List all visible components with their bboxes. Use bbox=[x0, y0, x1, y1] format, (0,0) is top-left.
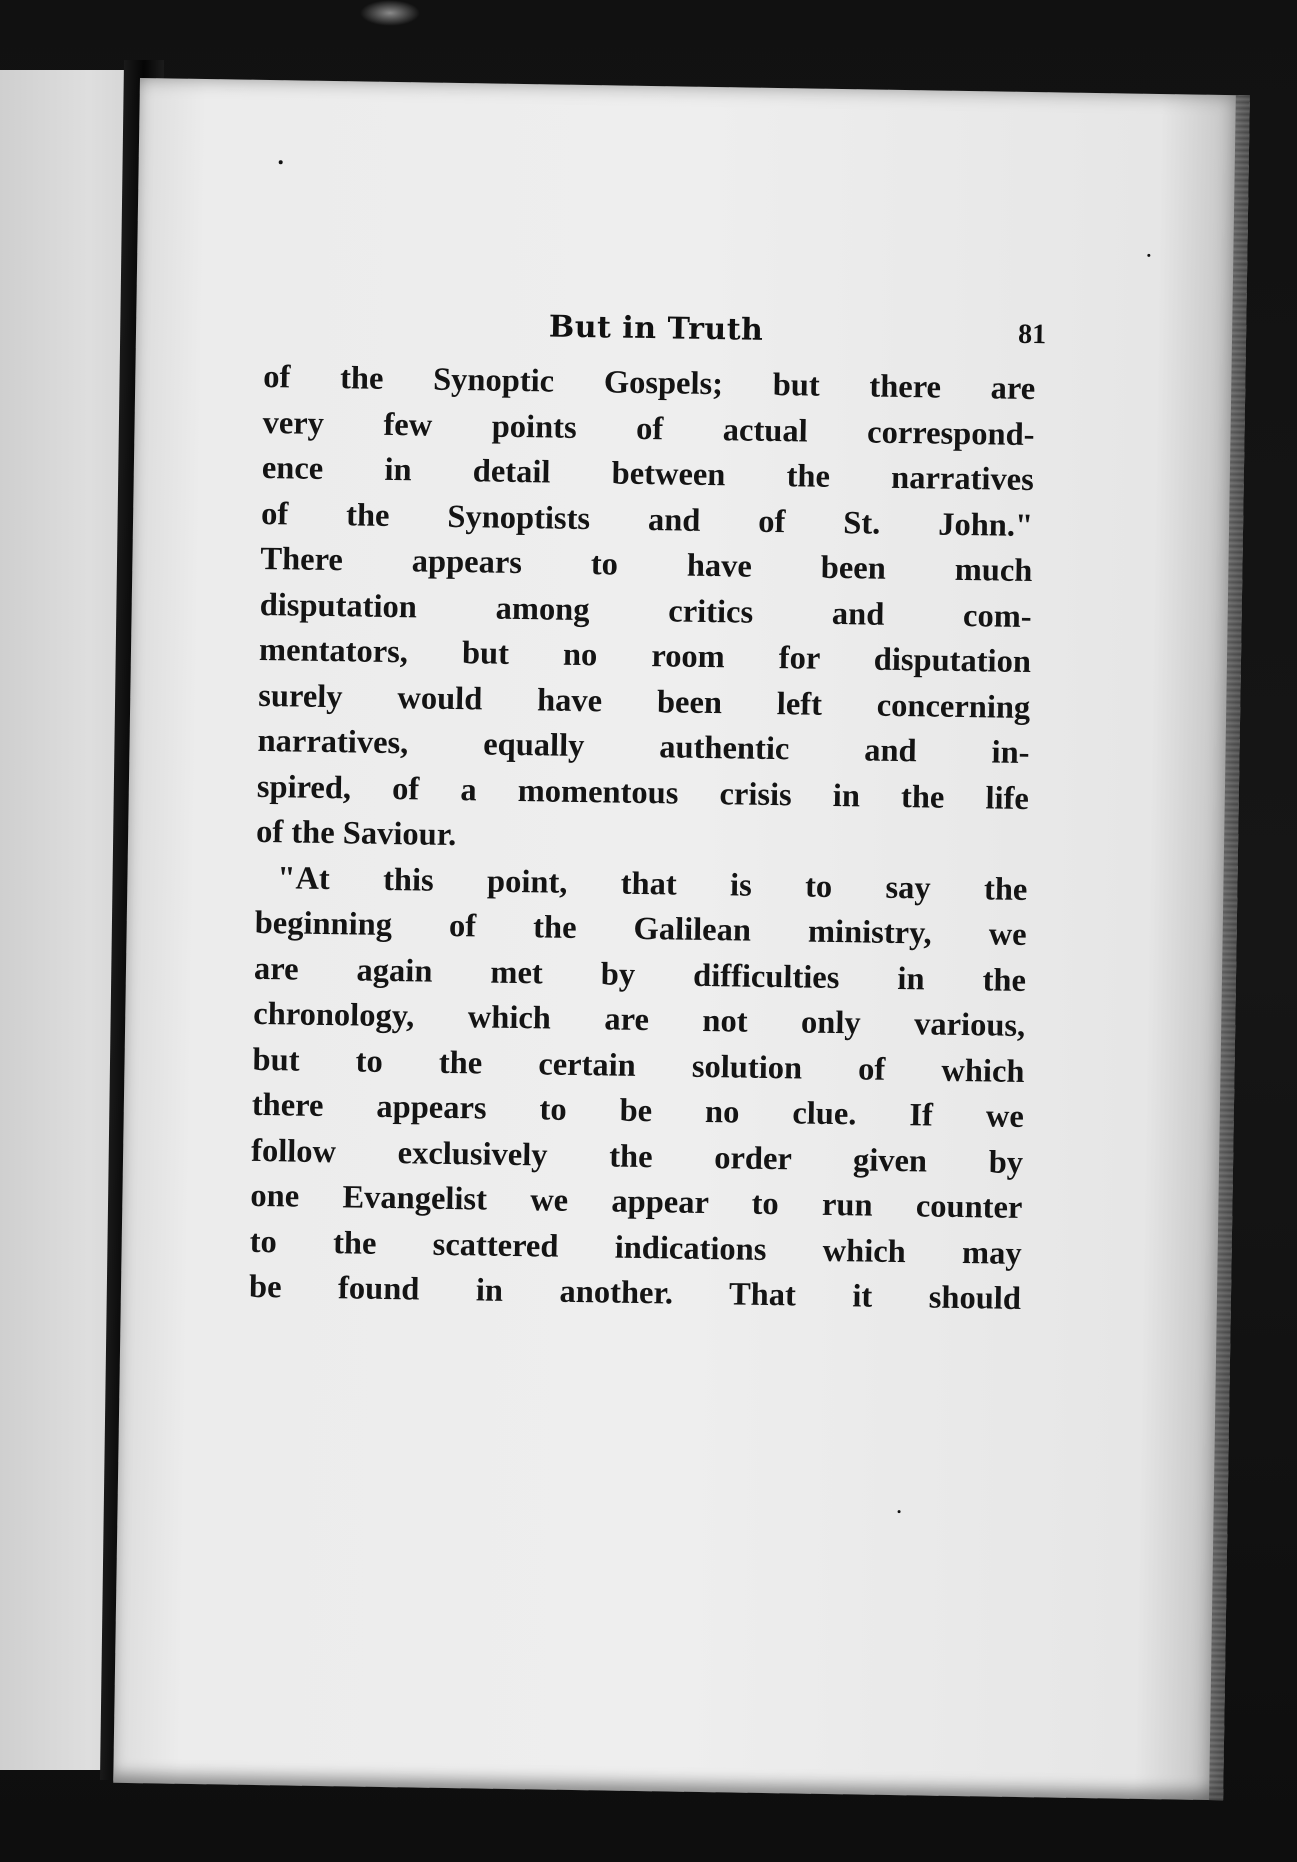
paragraph-2 bbox=[249, 855, 1028, 1322]
text-line: beginning of the Galilean ministry, we bbox=[254, 904, 1027, 954]
text-line: of the Synoptists and of St. John." bbox=[260, 495, 1034, 544]
paper-speck bbox=[898, 1510, 901, 1513]
text-line: there appears to be no clue. If we bbox=[251, 1086, 1025, 1136]
text-line: There appears to have been much bbox=[260, 540, 1033, 590]
lighting-glare bbox=[360, 0, 420, 26]
text-line: one Evangelist we appear to run counter bbox=[250, 1177, 1023, 1226]
text-line: surely would have been left concerning bbox=[258, 677, 1031, 726]
text-line: to the scattered indications which may bbox=[249, 1223, 1022, 1272]
paper-speck bbox=[1147, 254, 1150, 257]
text-line: mentators, but no room for disputation bbox=[258, 631, 1032, 681]
text-line: but to the certain solution of which bbox=[252, 1041, 1025, 1090]
text-line: spired, of a momentous crisis in the life bbox=[256, 768, 1030, 817]
text-line: disputation among critics and com- bbox=[259, 586, 1032, 635]
text-line: "At this point, that is to say the bbox=[277, 859, 1028, 908]
paragraph-1 bbox=[256, 355, 1036, 868]
book-page bbox=[113, 78, 1250, 1800]
text-line: chronology, which are not only various, bbox=[253, 995, 1026, 1045]
text-line: follow exclusively the order given by bbox=[250, 1132, 1024, 1181]
page-edge bbox=[1209, 95, 1250, 1800]
text-line: be found in another. That it should bbox=[248, 1268, 1022, 1317]
text-line: ence in detail between the narratives bbox=[261, 449, 1035, 499]
text-line: are again met by difficulties in the bbox=[253, 950, 1027, 999]
text-line: narratives, equally authentic and in- bbox=[257, 722, 1030, 772]
text-line: very few points of actual correspond- bbox=[262, 404, 1035, 453]
body-text bbox=[249, 355, 1036, 1323]
text-line: of the Synoptic Gospels; but there are bbox=[263, 358, 1036, 408]
page-number: 81 bbox=[1017, 318, 1047, 351]
running-head bbox=[266, 305, 1047, 357]
paper-speck bbox=[279, 160, 283, 164]
running-title: But in Truth bbox=[548, 309, 764, 348]
text-line: of the Saviour. bbox=[255, 813, 457, 854]
